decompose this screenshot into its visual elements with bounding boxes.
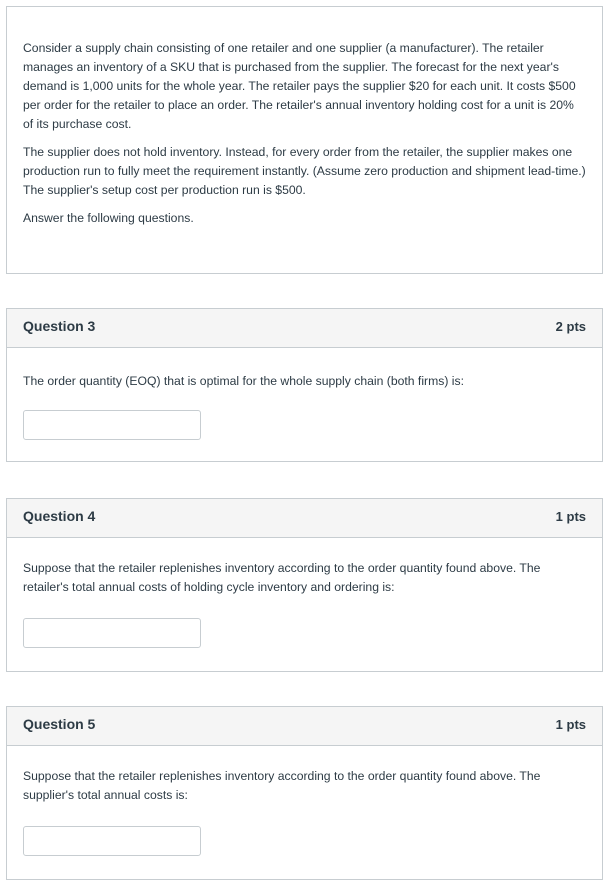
question-3-answer-input[interactable] bbox=[23, 410, 201, 440]
question-3-points: 2 pts bbox=[555, 319, 586, 334]
question-5-answer-input[interactable] bbox=[23, 826, 201, 856]
question-4-header bbox=[7, 499, 602, 538]
question-3-header bbox=[7, 309, 602, 348]
question-4-answer-input[interactable] bbox=[23, 618, 201, 648]
question-3-text: The order quantity (EOQ) that is optimal for the whole supply chain (both firms) is: bbox=[23, 374, 464, 388]
question-5-title: Question 5 bbox=[23, 716, 96, 732]
question-4-title: Question 4 bbox=[23, 508, 96, 524]
question-intro-panel bbox=[6, 6, 603, 274]
intro-paragraph-scenario: Consider a supply chain consisting of one retailer and one supplier (a manufacturer). The retailer manages an inventory of a SKU that is purchased from the supplier. The forecast for the next year's demand is 1,000 units for the whole year. The retailer pays the supplier $20 for each unit. It costs $500 per order for the retailer to place an order. The retailer's annual inventory holding cost for a unit is 20% of its purchase cost. bbox=[23, 41, 576, 131]
question-5-points: 1 pts bbox=[555, 717, 586, 732]
question-4-points: 1 pts bbox=[555, 509, 586, 524]
question-4-text: Suppose that the retailer replenishes inventory according to the order quantity found above. The retailer's total annual costs of holding cycle inventory and ordering is: bbox=[23, 561, 541, 594]
intro-paragraph-instruction: Answer the following questions. bbox=[23, 211, 194, 225]
question-4-panel bbox=[6, 498, 603, 672]
question-3-title: Question 3 bbox=[23, 318, 96, 334]
question-5-text: Suppose that the retailer replenishes inventory according to the order quantity found above. The supplier's total annual costs is: bbox=[23, 769, 541, 802]
intro-paragraph-supplier: The supplier does not hold inventory. Instead, for every order from the retailer, the supplier makes one production run to fully meet the requirement instantly. (Assume zero production and shipment lead-time.) The supplier's setup cost per production run is $500. bbox=[23, 145, 586, 197]
question-3-panel bbox=[6, 308, 603, 462]
question-5-panel bbox=[6, 706, 603, 880]
question-5-header bbox=[7, 707, 602, 746]
